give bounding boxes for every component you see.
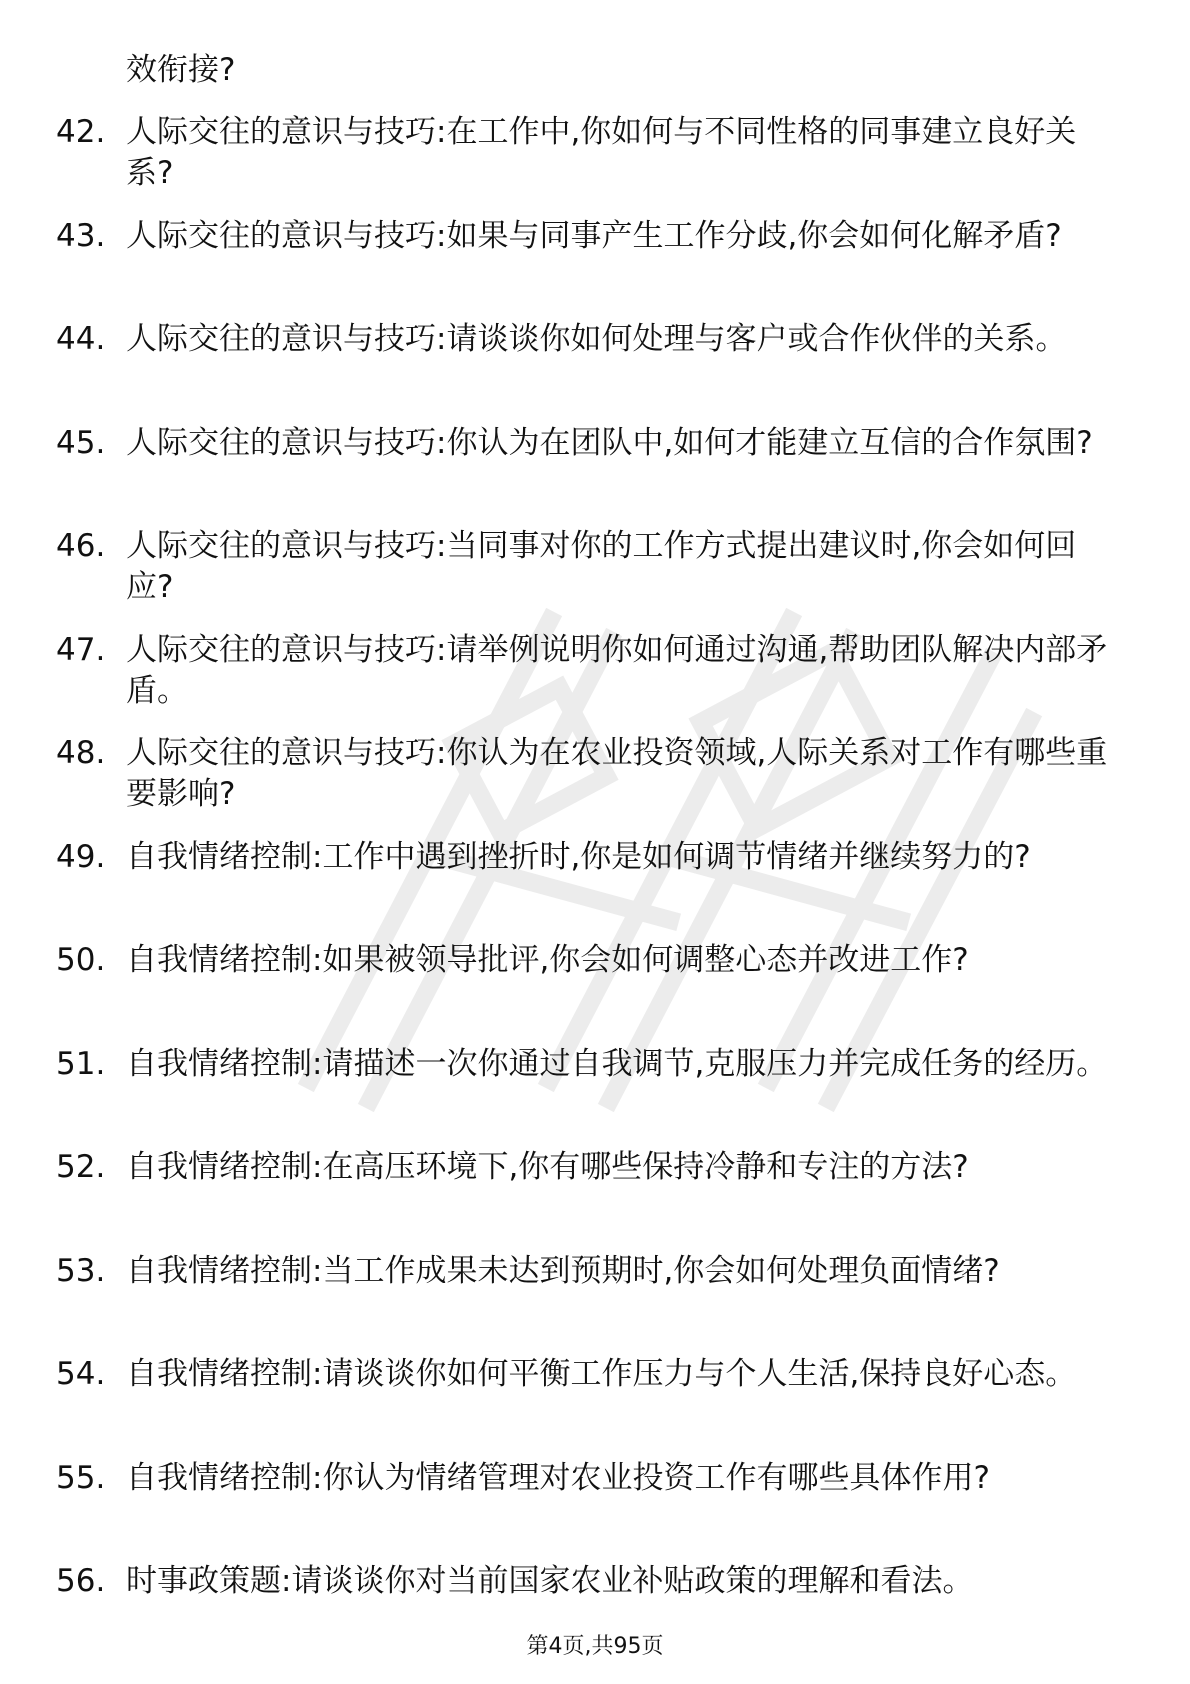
question-list xyxy=(0,112,1190,1621)
page-footer: 第4页,共95页 xyxy=(526,1634,664,1659)
question-text: 自我情绪控制:请描述一次你通过自我调节,克服压力并完成任务的经历。 xyxy=(126,1045,1108,1082)
question-number: 56. xyxy=(56,1563,106,1599)
question-text: 自我情绪控制:工作中遇到挫折时,你是如何调节情绪并继续努力的? xyxy=(126,838,1031,875)
question-number: 55. xyxy=(56,1459,106,1496)
question-text: 人际交往的意识与技巧:请举例说明你如何通过沟通,帮助团队解决内部矛盾。 xyxy=(126,631,1108,709)
list-item xyxy=(0,319,1190,423)
question-text: 自我情绪控制:如果被领导批评,你会如何调整心态并改进工作? xyxy=(126,942,969,978)
question-number: 46. xyxy=(56,528,106,564)
list-item xyxy=(0,1147,1190,1251)
list-item xyxy=(0,1561,1190,1621)
list-item xyxy=(0,423,1190,527)
question-number: 42. xyxy=(56,114,106,150)
list-item xyxy=(0,112,1190,216)
question-number: 44. xyxy=(56,321,106,357)
question-text: 时事政策题:请谈谈你对当前国家农业补贴政策的理解和看法。 xyxy=(126,1563,974,1599)
list-item xyxy=(0,1458,1190,1562)
list-item xyxy=(0,733,1190,837)
question-number: 47. xyxy=(56,631,106,668)
question-text: 自我情绪控制:请谈谈你如何平衡工作压力与个人生活,保持良好心态。 xyxy=(126,1356,1077,1392)
list-item xyxy=(0,1354,1190,1458)
list-item xyxy=(0,837,1190,941)
question-number: 50. xyxy=(56,942,106,978)
question-number: 53. xyxy=(56,1252,106,1289)
question-text: 人际交往的意识与技巧:在工作中,你如何与不同性格的同事建立良好关系? xyxy=(126,114,1077,191)
question-text: 自我情绪控制:当工作成果未达到预期时,你会如何处理负面情绪? xyxy=(126,1252,1000,1289)
list-item xyxy=(0,1251,1190,1355)
question-text: 自我情绪控制:在高压环境下,你有哪些保持冷静和专注的方法? xyxy=(126,1149,969,1185)
question-number: 54. xyxy=(56,1356,106,1392)
question-text: 人际交往的意识与技巧:请谈谈你如何处理与客户或合作伙伴的关系。 xyxy=(126,321,1067,357)
list-item xyxy=(0,630,1190,734)
question-number: 49. xyxy=(56,838,106,875)
continued-question-text: 效衔接? xyxy=(126,52,236,88)
question-number: 51. xyxy=(56,1045,106,1082)
question-text: 自我情绪控制:你认为情绪管理对农业投资工作有哪些具体作用? xyxy=(126,1459,990,1496)
question-text: 人际交往的意识与技巧:你认为在农业投资领域,人际关系对工作有哪些重要影响? xyxy=(126,735,1108,812)
list-item xyxy=(0,216,1190,320)
question-number: 48. xyxy=(56,735,106,771)
question-number: 43. xyxy=(56,217,106,254)
list-item xyxy=(0,940,1190,1044)
question-number: 45. xyxy=(56,424,106,461)
question-text: 人际交往的意识与技巧:当同事对你的工作方式提出建议时,你会如何回应? xyxy=(126,528,1077,605)
question-text: 人际交往的意识与技巧:如果与同事产生工作分歧,你会如何化解矛盾? xyxy=(126,217,1062,254)
list-item xyxy=(0,526,1190,630)
list-item xyxy=(0,1044,1190,1148)
question-number: 52. xyxy=(56,1149,106,1185)
question-text: 人际交往的意识与技巧:你认为在团队中,如何才能建立互信的合作氛围? xyxy=(126,424,1093,461)
